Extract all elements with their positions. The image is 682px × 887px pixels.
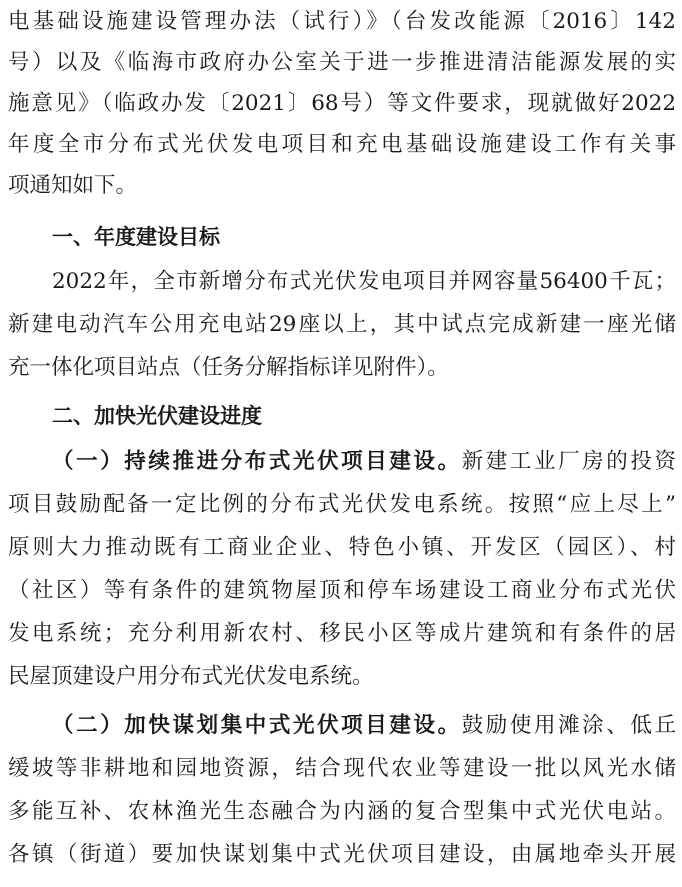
item-1-first-line-rest: 新建工业厂房的投资 (461, 449, 676, 474)
item-2-line-3: 多能互补、农林渔光生态融合为内涵的复合型集中式光伏电站。 (8, 799, 676, 824)
section-1-line-1: 2022年，全市新增分布式光伏发电项目并网容量56400千瓦； (52, 269, 676, 294)
intro-line-2: 号）以及《临海市政府办公室关于进一步推进清洁能源发展的实 (8, 50, 676, 75)
intro-line-5: 项通知如下。 (8, 173, 138, 198)
section-2-heading: 二、加快光伏建设进度 (52, 404, 262, 428)
item-2-line-2: 缓坡等非耕地和园地资源，结合现代农业等建设一批以风光水储 (8, 756, 676, 781)
intro-line-4: 年度全市分布式光伏发电项目和充电基础设施建设工作有关事 (8, 132, 676, 157)
item-1-first-line (52, 442, 676, 482)
item-2-lead: （二）加快谋划集中式光伏项目建设。 (52, 713, 462, 738)
intro-line-3: 施意见》（临政办发〔2021〕68号）等文件要求，现就做好2022 (8, 91, 676, 116)
item-2-first-line (52, 706, 676, 746)
item-1-line-5: 发电系统；充分利用新农村、移民小区等成片建筑和有条件的居 (8, 621, 676, 646)
item-1-lead: （一）持续推进分布式光伏项目建设。 (52, 449, 462, 474)
item-1-line-2: 项目鼓励配备一定比例的分布式光伏发电系统。按照“应上尽上” (8, 492, 676, 517)
item-1-line-3: 原则大力推动既有工商业企业、特色小镇、开发区（园区）、村 (8, 535, 676, 560)
section-1-heading: 一、年度建设目标 (52, 225, 220, 249)
item-1-line-6: 民屋顶建设户用分布式光伏发电系统。 (8, 664, 374, 689)
item-1-line-4: （社区）等有条件的建筑物屋顶和停车场建设工商业分布式光伏 (8, 578, 676, 603)
intro-line-1: 电基础设施建设管理办法（试行）》（台发改能源〔2016〕142 (8, 9, 676, 34)
section-1-line-3: 充一体化项目站点（任务分解指标详见附件）。 (8, 355, 449, 380)
item-2-first-line-rest: 鼓励使用滩涂、低丘 (461, 713, 676, 738)
section-1-line-2: 新建电动汽车公用充电站29座以上，其中试点完成新建一座光储 (8, 312, 676, 337)
item-2-line-4: 各镇（街道）要加快谋划集中式光伏项目建设，由属地牵头开展 (8, 842, 676, 867)
